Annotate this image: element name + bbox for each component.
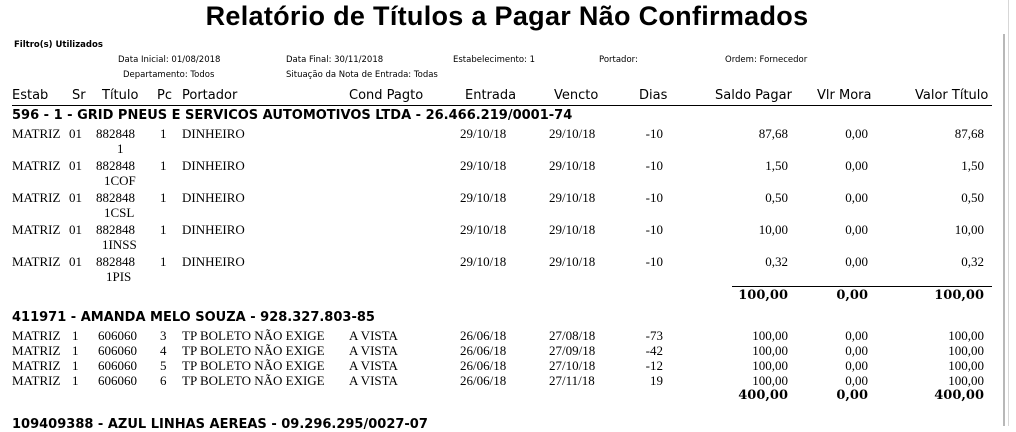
group-header-partial: 109409388 - AZUL LINHAS AEREAS - 09.296.295/0027-07 <box>12 417 428 432</box>
table-row <box>12 254 992 286</box>
col-saldo-pagar: Saldo Pagar <box>715 88 792 103</box>
cell-estab: MATRIZ <box>12 328 61 343</box>
cell-saldo: 100,00 <box>752 358 788 373</box>
table-row <box>12 222 992 254</box>
cell-dias: -10 <box>645 222 663 237</box>
cell-sr: 01 <box>69 190 82 205</box>
cell-titulo-suffix: 1PIS <box>106 269 132 284</box>
cell-vencto: 29/10/18 <box>549 222 596 237</box>
cell-estab: MATRIZ <box>12 343 61 358</box>
filter-data-final: Data Final: 30/11/2018 <box>286 55 384 65</box>
cell-estab: MATRIZ <box>12 222 61 237</box>
scrollbar-edge[interactable] <box>1008 0 1016 426</box>
col-vencto: Vencto <box>554 88 599 103</box>
cell-entrada: 26/06/18 <box>460 343 507 358</box>
cell-portador: TP BOLETO NÃO EXIGE <box>182 343 325 358</box>
total-saldo: 400,00 <box>738 388 788 403</box>
cell-titulo-suffix: 1COF <box>104 173 136 188</box>
cell-mora: 0,00 <box>845 254 868 269</box>
column-header-row <box>12 87 992 106</box>
cell-entrada: 29/10/18 <box>460 222 507 237</box>
cell-titulo: 606060 <box>98 373 137 388</box>
cell-pc: 1 <box>160 222 167 237</box>
cell-valor: 100,00 <box>948 343 984 358</box>
cell-estab: MATRIZ <box>12 190 61 205</box>
cell-valor: 1,50 <box>961 158 984 173</box>
cell-portador: DINHEIRO <box>182 190 245 205</box>
filter-ordem: Ordem: Fornecedor <box>725 55 808 65</box>
cell-entrada: 26/06/18 <box>460 373 507 388</box>
cell-portador: DINHEIRO <box>182 254 245 269</box>
cell-estab: MATRIZ <box>12 126 61 141</box>
cell-mora: 0,00 <box>845 373 868 388</box>
cell-entrada: 26/06/18 <box>460 358 507 373</box>
col-portador: Portador <box>182 88 238 103</box>
col-sr: Sr <box>72 88 86 103</box>
cell-vencto: 29/10/18 <box>549 158 596 173</box>
cell-saldo: 87,68 <box>758 126 788 141</box>
table-row <box>12 373 992 388</box>
cell-valor: 10,00 <box>954 222 984 237</box>
group-total-row <box>12 286 992 308</box>
table-row <box>12 158 992 190</box>
cell-titulo: 882848 <box>96 126 135 141</box>
total-valor: 100,00 <box>934 288 984 303</box>
filters-label: Filtro(s) Utilizados <box>14 40 103 50</box>
cell-dias: -73 <box>645 328 663 343</box>
col-pc: Pc <box>157 88 172 103</box>
cell-dias: 19 <box>650 373 663 388</box>
cell-vencto: 29/10/18 <box>549 254 596 269</box>
cell-valor: 100,00 <box>948 358 984 373</box>
cell-titulo: 606060 <box>98 343 137 358</box>
table-row <box>12 126 992 158</box>
table-row <box>12 190 992 222</box>
cell-valor: 100,00 <box>948 328 984 343</box>
cell-cond: A VISTA <box>349 373 398 388</box>
cell-vencto: 29/10/18 <box>549 190 596 205</box>
cell-titulo-suffix: 1 <box>117 141 124 156</box>
cell-estab: MATRIZ <box>12 373 61 388</box>
cell-sr: 1 <box>72 373 79 388</box>
cell-saldo: 100,00 <box>752 373 788 388</box>
cell-entrada: 26/06/18 <box>460 328 507 343</box>
cell-cond: A VISTA <box>349 343 398 358</box>
cell-saldo: 0,32 <box>765 254 788 269</box>
filter-situacao: Situação da Nota de Entrada: Todas <box>286 70 438 80</box>
cell-vencto: 29/10/18 <box>549 126 596 141</box>
cell-estab: MATRIZ <box>12 158 61 173</box>
cell-dias: -12 <box>645 358 663 373</box>
cell-entrada: 29/10/18 <box>460 158 507 173</box>
cell-saldo: 10,00 <box>758 222 788 237</box>
col-estab: Estab <box>12 88 49 103</box>
table-row <box>12 358 992 373</box>
cell-portador: TP BOLETO NÃO EXIGE <box>182 358 325 373</box>
col-cond-pagto: Cond Pagto <box>349 88 424 103</box>
filter-portador: Portador: <box>599 55 638 65</box>
cell-mora: 0,00 <box>845 343 868 358</box>
col-titulo: Título <box>102 88 139 103</box>
cell-estab: MATRIZ <box>12 254 61 269</box>
cell-pc: 1 <box>160 158 167 173</box>
cell-titulo: 882848 <box>96 222 135 237</box>
col-vlr-mora: Vlr Mora <box>817 88 872 103</box>
cell-mora: 0,00 <box>845 158 868 173</box>
cell-portador: DINHEIRO <box>182 126 245 141</box>
cell-dias: -10 <box>645 126 663 141</box>
cell-portador: DINHEIRO <box>182 222 245 237</box>
cell-pc: 3 <box>160 328 167 343</box>
total-valor: 400,00 <box>934 388 984 403</box>
total-mora: 0,00 <box>836 388 868 403</box>
cell-saldo: 0,50 <box>765 190 788 205</box>
cell-entrada: 29/10/18 <box>460 190 507 205</box>
report <box>12 0 992 404</box>
cell-titulo: 606060 <box>98 328 137 343</box>
cell-pc: 1 <box>160 190 167 205</box>
filter-data-inicial: Data Inicial: 01/08/2018 <box>118 55 221 65</box>
cell-mora: 0,00 <box>845 328 868 343</box>
table-row <box>12 328 992 343</box>
col-entrada: Entrada <box>465 88 517 103</box>
cell-vencto: 27/10/18 <box>549 358 596 373</box>
cell-titulo: 882848 <box>96 158 135 173</box>
cell-entrada: 29/10/18 <box>460 126 507 141</box>
cell-pc: 1 <box>160 254 167 269</box>
cell-titulo: 882848 <box>96 254 135 269</box>
cell-saldo: 1,50 <box>765 158 788 173</box>
total-mora: 0,00 <box>836 288 868 303</box>
cell-valor: 0,32 <box>961 254 984 269</box>
group-header: 411971 - AMANDA MELO SOUZA - 928.327.803-85 <box>12 310 375 325</box>
cell-sr: 1 <box>72 328 79 343</box>
cell-sr: 01 <box>69 222 82 237</box>
cell-estab: MATRIZ <box>12 358 61 373</box>
group-header: 596 - 1 - GRID PNEUS E SERVICOS AUTOMOTIVOS LTDA - 26.466.219/0001-74 <box>12 108 573 123</box>
table-row <box>12 343 992 358</box>
filter-departamento: Departamento: Todos <box>123 70 215 80</box>
cell-sr: 1 <box>72 343 79 358</box>
total-divider <box>732 286 992 287</box>
cell-pc: 1 <box>160 126 167 141</box>
cell-pc: 4 <box>160 343 167 358</box>
cell-valor: 0,50 <box>961 190 984 205</box>
filters-section <box>12 33 992 87</box>
cell-saldo: 100,00 <box>752 343 788 358</box>
cell-portador: TP BOLETO NÃO EXIGE <box>182 373 325 388</box>
filter-estabelecimento: Estabelecimento: 1 <box>453 55 535 65</box>
total-saldo: 100,00 <box>738 288 788 303</box>
cell-dias: -10 <box>645 158 663 173</box>
cell-entrada: 29/10/18 <box>460 254 507 269</box>
page-border <box>1003 34 1005 426</box>
cell-cond: A VISTA <box>349 358 398 373</box>
cell-pc: 5 <box>160 358 167 373</box>
cell-dias: -42 <box>645 343 663 358</box>
cell-sr: 01 <box>69 126 82 141</box>
cell-valor: 87,68 <box>954 126 984 141</box>
cell-saldo: 100,00 <box>752 328 788 343</box>
cell-dias: -10 <box>645 254 663 269</box>
cell-dias: -10 <box>645 190 663 205</box>
cell-pc: 6 <box>160 373 167 388</box>
cell-titulo-suffix: 1CSL <box>104 205 135 220</box>
cell-portador: TP BOLETO NÃO EXIGE <box>182 328 325 343</box>
cell-mora: 0,00 <box>845 222 868 237</box>
cell-mora: 0,00 <box>845 190 868 205</box>
col-valor-titulo: Valor Título <box>915 88 989 103</box>
cell-sr: 01 <box>69 158 82 173</box>
cell-sr: 1 <box>72 358 79 373</box>
cell-vencto: 27/08/18 <box>549 328 596 343</box>
cell-mora: 0,00 <box>845 358 868 373</box>
group-total-row <box>12 388 992 404</box>
cell-portador: DINHEIRO <box>182 158 245 173</box>
cell-mora: 0,00 <box>845 126 868 141</box>
cell-cond: A VISTA <box>349 328 398 343</box>
cell-titulo-suffix: 1INSS <box>102 237 137 252</box>
report-title: Relatório de Títulos a Pagar Não Confirmados <box>205 1 809 31</box>
col-dias: Dias <box>639 88 668 103</box>
cell-vencto: 27/11/18 <box>549 373 595 388</box>
cell-valor: 100,00 <box>948 373 984 388</box>
cell-titulo: 606060 <box>98 358 137 373</box>
cell-titulo: 882848 <box>96 190 135 205</box>
cell-vencto: 27/09/18 <box>549 343 596 358</box>
cell-sr: 01 <box>69 254 82 269</box>
